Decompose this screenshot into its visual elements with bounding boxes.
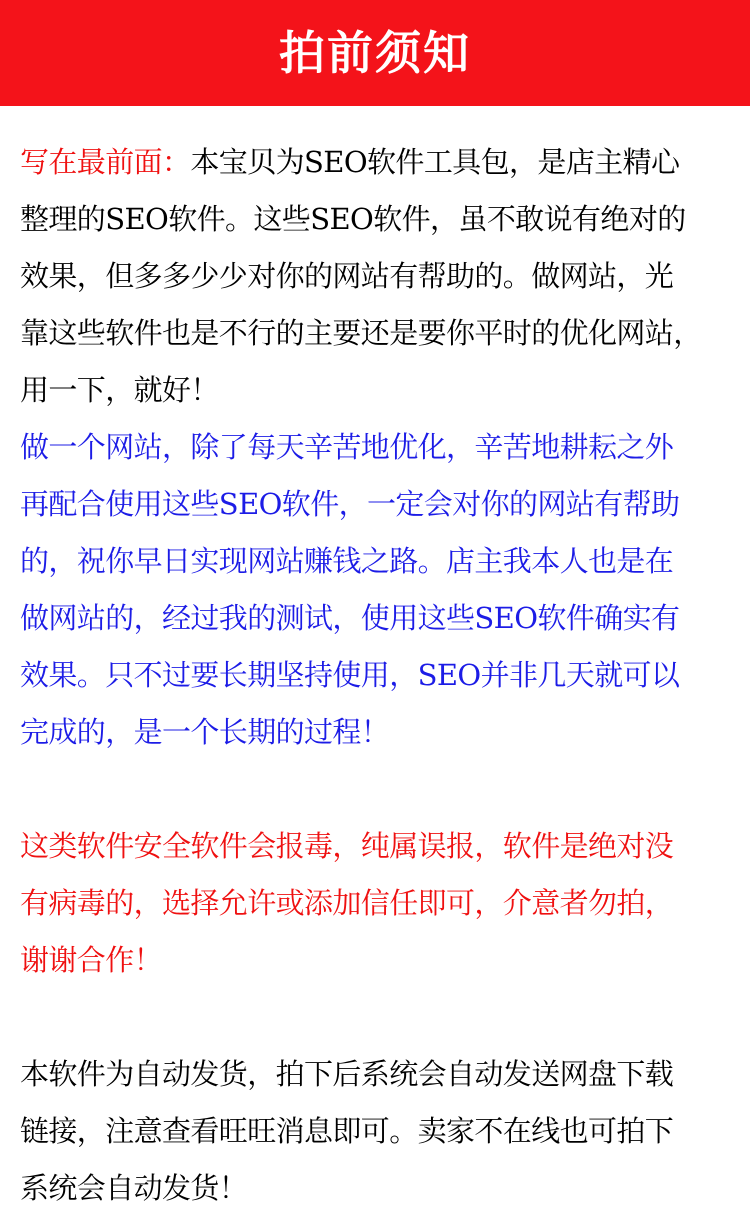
intro-label: 写在最前面： bbox=[20, 145, 191, 179]
advice-paragraph: 做一个网站，除了每天辛苦地优化，辛苦地耕耘之外 再配合使用这些SEO软件，一定会对你的网站有帮助 的，祝你早日实现网站赚钱之路。店主我本人也是在 做网站的，经过我的测试，使用这些SEO软件确实有 效果。只不过要长期坚持使用，SEO并非几天就可以 完成的，是一个长期的过程！ bbox=[20, 430, 680, 749]
header-banner bbox=[0, 0, 750, 106]
page-title: 拍前须知 bbox=[279, 26, 471, 80]
paragraph-spacer bbox=[20, 989, 748, 1046]
paragraph-spacer bbox=[20, 761, 748, 818]
warning-paragraph: 这类软件安全软件会报毒，纯属误报，软件是绝对没 有病毒的，选择允许或添加信任即可，介意者勿拍， 谢谢合作！ bbox=[20, 829, 674, 977]
intro-paragraph bbox=[20, 134, 748, 419]
notice-content bbox=[20, 134, 748, 1217]
delivery-paragraph: 本软件为自动发货，拍下后系统会自动发送网盘下载 链接，注意查看旺旺消息即可。卖家不在线也可拍下 系统会自动发货！ bbox=[20, 1057, 674, 1205]
intro-text: 本宝贝为SEO软件工具包，是店主精心 整理的SEO软件。这些SEO软件，虽不敢说有绝对的 效果，但多多少少对你的网站有帮助的。做网站，光 靠这些软件也是不行的主要还是要你平时的优化网站， 用一下，就好！ bbox=[20, 145, 702, 407]
